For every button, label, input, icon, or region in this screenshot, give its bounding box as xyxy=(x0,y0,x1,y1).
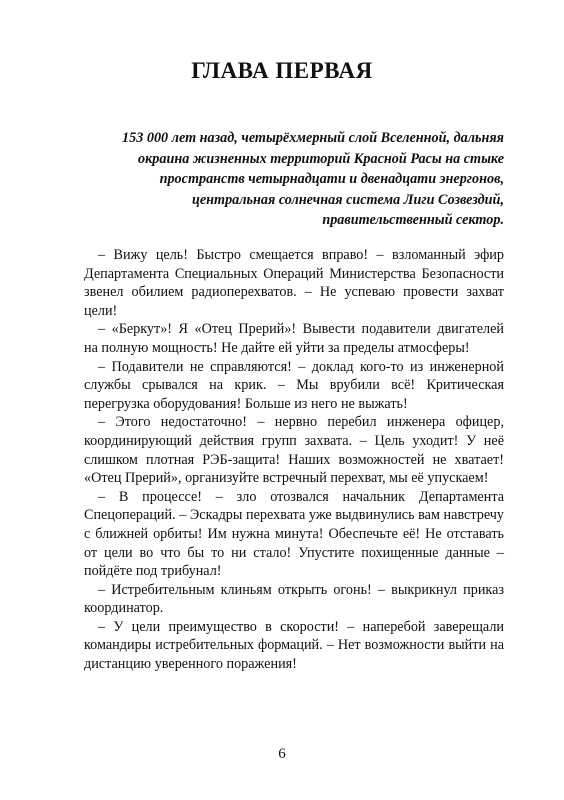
paragraph xyxy=(84,581,504,618)
epigraph-line: правительственный сектор. xyxy=(322,212,504,228)
text-line: звенел обилием радиоперехватов. – Не успеваю провести захват xyxy=(84,284,504,301)
text-line: службы срывался на крик. – Мы врубили всё! Критическая xyxy=(84,377,504,394)
text-line: – «Беркут»! Я «Отец Прерий»! Вывести подавители двигателей xyxy=(98,321,504,338)
paragraph xyxy=(84,618,504,674)
paragraph xyxy=(84,488,504,581)
text-line: на полную мощность! Не дайте ей уйти за пределы атмосферы! xyxy=(84,339,470,356)
text-line: координатор. xyxy=(84,600,164,617)
text-line: командиры истребительных формаций. – Нет возможности выйти на xyxy=(84,637,504,654)
paragraph xyxy=(84,320,504,357)
text-line: – У цели преимущество в скорости! – наперебой заверещали xyxy=(98,618,504,635)
text-line: – Вижу цель! Быстро смещается вправо! – взломанный эфир xyxy=(98,247,504,263)
epigraph-line: 153 000 лет назад, четырёхмерный слой Вселенной, дальняя xyxy=(122,130,504,146)
epigraph-line: центральная солнечная система Лиги Созвездий, xyxy=(191,191,504,208)
page-number: 6 xyxy=(278,746,286,762)
text-line: цели! xyxy=(84,302,118,319)
text-line: – Подавители не справляются! – доклад кого-то из инженерной xyxy=(98,358,504,375)
text-line: «Отец Прерий», организуйте встречный перехват, мы её упускаем! xyxy=(84,470,489,487)
text-line: с ближней орбиты! Им нужна минута! Обеспечьте её! Не отставать xyxy=(84,525,504,542)
text-line: дистанцию уверенного поражения! xyxy=(84,656,297,673)
text-line: Спецопераций. – Эскадры перехвата уже выдвинулись вам навстречу xyxy=(84,507,504,524)
text-line: Департамента Специальных Операций Министерства Безопасности xyxy=(84,265,504,282)
paragraph xyxy=(84,413,504,487)
paragraph xyxy=(84,358,504,414)
text-line: слишком плотная РЭБ-защита! Наших возможностей не хватает! xyxy=(84,451,504,468)
text-line: – В процессе! – зло отозвался начальник Департамента xyxy=(98,488,504,505)
chapter-title: ГЛАВА ПЕРВАЯ xyxy=(191,58,373,83)
paragraph xyxy=(84,246,504,320)
text-line: пойдёте под трибунал! xyxy=(84,563,222,580)
text-line: – Истребительным клиньям открыть огонь! – выкрикнул приказ xyxy=(98,581,504,598)
text-line: от цели во что бы то ни стало! Упустите похищенные данные – xyxy=(84,544,504,561)
body-text xyxy=(84,246,504,674)
text-line: перегрузка оборудования! Больше из него не выжать! xyxy=(84,395,408,412)
epigraph-line: пространств четырнадцати и двенадцати энергонов, xyxy=(159,171,504,187)
epigraph xyxy=(80,128,504,231)
text-line: – Этого недостаточно! – нервно перебил инженера офицер, xyxy=(98,414,504,431)
epigraph-line: окраина жизненных территорий Красной Расы на стыке xyxy=(138,150,504,167)
text-line: координирующий действия групп захвата. – Цель уходит! У неё xyxy=(84,432,504,449)
